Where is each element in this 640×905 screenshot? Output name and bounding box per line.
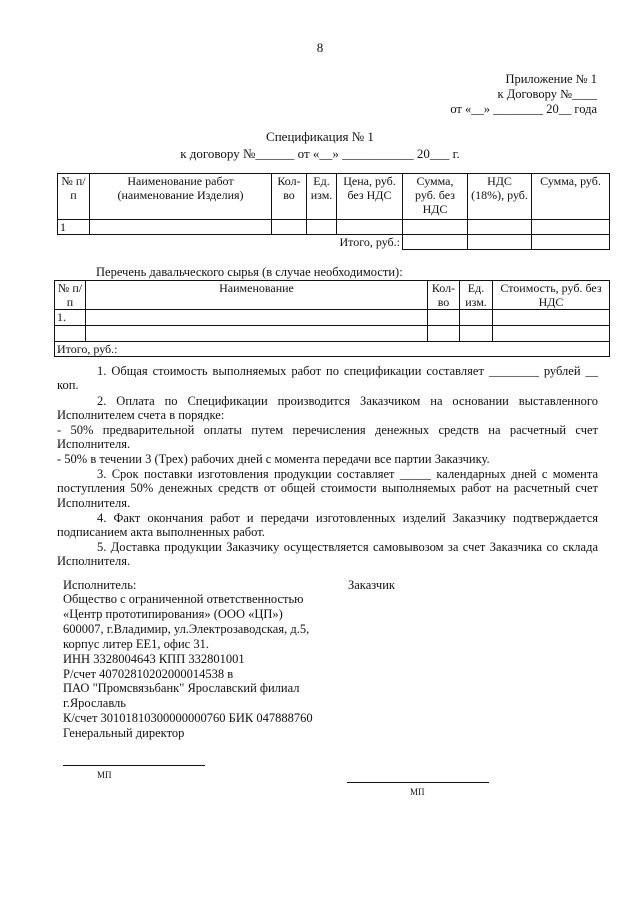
customer-signature-line xyxy=(347,782,489,783)
works-cell xyxy=(272,220,307,235)
works-total-row xyxy=(58,235,610,250)
appendix-line-2: к Договору №____ xyxy=(497,87,597,101)
raw-cell xyxy=(428,310,460,326)
customer-label: Заказчик xyxy=(348,578,395,592)
raw-cell xyxy=(86,326,428,342)
works-total-label: Итого, руб.: xyxy=(339,235,400,249)
raw-header-qty: Кол-во xyxy=(428,281,460,310)
raw-row xyxy=(55,326,610,342)
works-table xyxy=(57,173,610,250)
paragraph-5: 5. Доставка продукции Заказчику осуществляется самовывозом за счет Заказчика со склада Исполнителя. xyxy=(57,540,598,569)
works-cell xyxy=(307,220,337,235)
executor-line: Генеральный директор xyxy=(63,726,185,740)
raw-cell xyxy=(460,310,493,326)
paragraph-3: 3. Срок поставки изготовления продукции составляет _____ календарных дней с момента поступления 50% денежных средств от общей стоимости выполняемых работ на расчетный счет Исполнителя. xyxy=(57,467,598,510)
appendix-line-1: Приложение № 1 xyxy=(505,72,597,86)
works-header-name: Наименование работ (наименование Изделия) xyxy=(90,174,272,220)
executor-line: «Центр прототипирования» (ООО «ЦП») xyxy=(63,607,283,621)
page-number: 8 xyxy=(316,40,324,55)
works-header-num: № п/п xyxy=(58,174,90,220)
executor-line: ИНН 3328004643 КПП 332801001 xyxy=(63,652,245,666)
raw-cell xyxy=(460,326,493,342)
raw-header-num: № п/п xyxy=(55,281,86,310)
works-total-cell xyxy=(532,235,610,250)
raw-cell xyxy=(86,310,428,326)
raw-header-cost: Стоимость, руб. без НДС xyxy=(493,281,610,310)
works-row xyxy=(58,220,610,235)
works-total-cell xyxy=(468,235,532,250)
raw-materials-table xyxy=(54,280,610,357)
raw-total-row xyxy=(55,342,610,357)
paragraph-2: 2. Оплата по Спецификации производится Заказчиком на основании выставленного Исполнителем счета в порядке: xyxy=(57,394,598,423)
raw-row xyxy=(55,310,610,326)
works-total-blank xyxy=(272,235,307,250)
raw-materials-title: Перечень давальческого сырья (в случае необходимости): xyxy=(96,265,403,279)
customer-stamp-label: МП xyxy=(410,787,425,797)
works-total-blank xyxy=(58,235,90,250)
spec-title: Спецификация № 1 xyxy=(266,129,374,144)
works-cell xyxy=(468,220,532,235)
works-cell xyxy=(403,220,468,235)
raw-cell xyxy=(493,326,610,342)
works-cell xyxy=(337,220,403,235)
executor-line: ПАО "Промсвязьбанк" Ярославский филиал xyxy=(63,681,300,695)
executor-line: Р/счет 40702810202000014538 в xyxy=(63,667,234,681)
works-header-row xyxy=(58,174,610,220)
works-header-price: Цена, руб. без НДС xyxy=(337,174,403,220)
raw-header-row xyxy=(55,281,610,310)
raw-cell xyxy=(55,326,86,342)
paragraph-2a: - 50% предварительной оплаты путем перечисления денежных средств на расчетный счет Исполнителя. xyxy=(57,423,598,452)
works-cell xyxy=(532,220,610,235)
raw-total-label: Итого, руб.: xyxy=(55,342,610,357)
raw-header-unit: Ед. изм. xyxy=(460,281,493,310)
paragraph-2b: - 50% в течении 3 (Трех) рабочих дней с момента передачи все партии Заказчику. xyxy=(57,452,490,466)
raw-header-name: Наименование xyxy=(86,281,428,310)
raw-cell xyxy=(428,326,460,342)
raw-row-num: 1. xyxy=(55,310,86,326)
works-cell xyxy=(90,220,272,235)
executor-line: Общество с ограниченной ответственностью xyxy=(63,592,304,606)
executor-line: г.Ярославль xyxy=(63,696,127,710)
works-header-qty: Кол-во xyxy=(272,174,307,220)
raw-cell xyxy=(493,310,610,326)
works-header-total: Сумма, руб. xyxy=(532,174,610,220)
executor-signature-line xyxy=(63,765,205,766)
spec-subtitle: к договору №______ от «__» ___________ 20___ г. xyxy=(180,146,460,161)
works-header-vat: НДС (18%), руб. xyxy=(468,174,532,220)
works-total-blank xyxy=(90,235,272,250)
works-total-cell xyxy=(403,235,468,250)
works-header-unit: Ед. изм. xyxy=(307,174,337,220)
works-row-num: 1 xyxy=(58,220,90,235)
executor-line: 600007, г.Владимир, ул.Электрозаводская, д.5, xyxy=(63,622,310,636)
paragraph-1: 1. Общая стоимость выполняемых работ по спецификации составляет ________ рублей __ коп. xyxy=(57,364,598,393)
executor-stamp-label: МП xyxy=(97,770,112,780)
executor-label: Исполнитель: xyxy=(63,578,137,592)
executor-line: К/счет 30101810300000000760 БИК 047888760 xyxy=(63,711,313,725)
paragraph-4: 4. Факт окончания работ и передачи изготовленных изделий Заказчику подтверждается подписанием акта выполненных работ. xyxy=(57,511,598,540)
executor-line: корпус литер ЕЕ1, офис 31. xyxy=(63,637,209,651)
appendix-line-3: от «__» ________ 20__ года xyxy=(450,102,597,116)
works-header-sum: Сумма, руб. без НДС xyxy=(403,174,468,220)
